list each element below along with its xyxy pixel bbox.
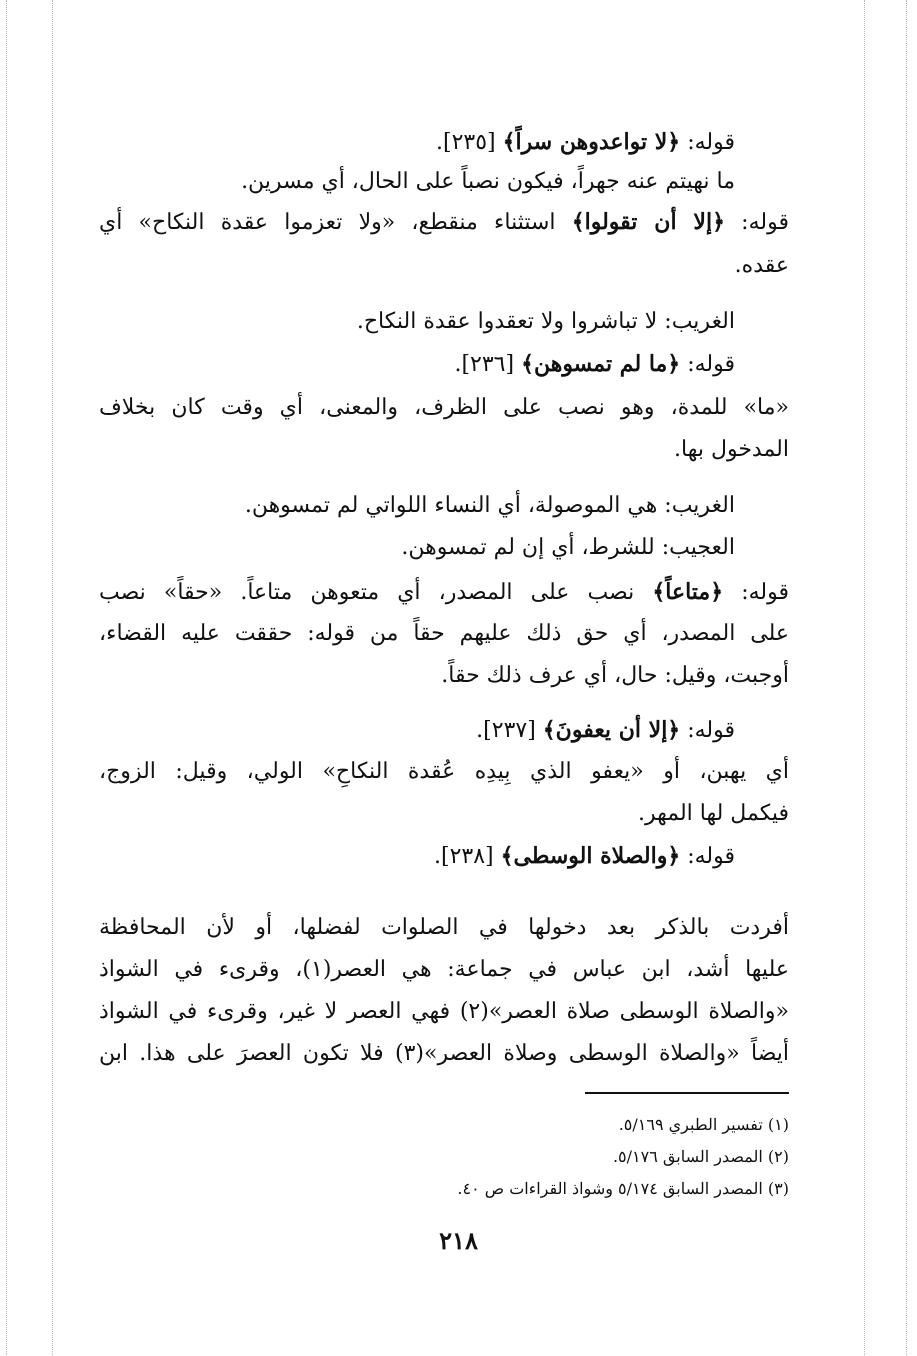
body-line: فيكمل لها المهر. <box>637 801 789 826</box>
scan-edge-left <box>6 0 7 1356</box>
body-line: العجيب: للشرط، أي إن لم تمسوهن. <box>401 535 735 560</box>
body-line: الغريب: هي الموصولة، أي النساء اللواتي لم تمسوهن. <box>244 493 735 518</box>
body-line: قوله: ﴿إلا أن تقولوا﴾ استثناء منقطع، «ولا تعزموا عقدة النكاح» أي <box>99 209 789 235</box>
body-line: الغريب: لا تباشروا ولا تعقدوا عقدة النكاح. <box>356 309 735 334</box>
footnote: (٢) المصدر السابق ٥/١٧٦. <box>612 1147 789 1166</box>
scan-edge-right-inner <box>864 0 865 1356</box>
body-line: «والصلاة الوسطى صلاة العصر»(٢) فهي العصر لا غير، وقرىء في الشواذ <box>99 999 789 1024</box>
body-line: عقده. <box>734 253 789 278</box>
scan-edge-left-inner <box>52 0 53 1356</box>
body-line: «ما» للمدة، وهو نصب على الظرف، والمعنى، أي وقت كان بخلاف <box>99 395 789 420</box>
footnote: (١) تفسير الطبري ٥/١٦٩. <box>618 1115 789 1134</box>
body-line: أفردت بالذكر بعد دخولها في الصلوات لفضلها، أو لأن المحافظة <box>99 915 789 940</box>
body-line: قوله: ﴿إلا أن يعفونَ﴾ [٢٣٧]. <box>476 717 735 743</box>
body-line: أيضاً «والصلاة الوسطى وصلاة العصر»(٣) فلا تكون العصرَ على هذا. ابن <box>99 1041 789 1066</box>
body-line: أي يهبن، أو «يعفو الذي بِيدِه عُقدة النكاحِ» الولي، وقيل: الزوج، <box>99 759 789 784</box>
body-line: عليها أشد، ابن عباس في جماعة: هي العصر(١)، وقرىء في الشواذ <box>99 957 789 982</box>
body-line: ما نهيتم عنه جهراً، فيكون نصباً على الحال، أي مسرين. <box>241 169 735 194</box>
body-line: أوجبت، وقيل: حال، أي عرف ذلك حقاً. <box>441 663 789 688</box>
body-line: قوله: ﴿ما لم تمسوهن﴾ [٢٣٦]. <box>454 351 735 377</box>
body-line: قوله: ﴿متاعاً﴾ نصب على المصدر، أي متعوهن متاعاً. «حقاً» نصب <box>99 579 789 605</box>
body-line: قوله: ﴿والصلاة الوسطى﴾ [٢٣٨]. <box>433 843 735 869</box>
body-line: المدخول بها. <box>674 437 789 462</box>
body-line: قوله: ﴿لا تواعدوهن سراً﴾ [٢٣٥]. <box>436 129 735 155</box>
footnote: (٣) المصدر السابق ٥/١٧٤ وشواذ القراءات ص ٤٠. <box>457 1179 789 1198</box>
footnote-separator <box>585 1092 789 1094</box>
body-line: على المصدر، أي حق ذلك عليهم حقاً من قوله: حققت عليه القضاء، <box>99 621 789 646</box>
page-number: ٢١٨ <box>439 1226 478 1255</box>
scan-edge-right <box>906 0 907 1356</box>
